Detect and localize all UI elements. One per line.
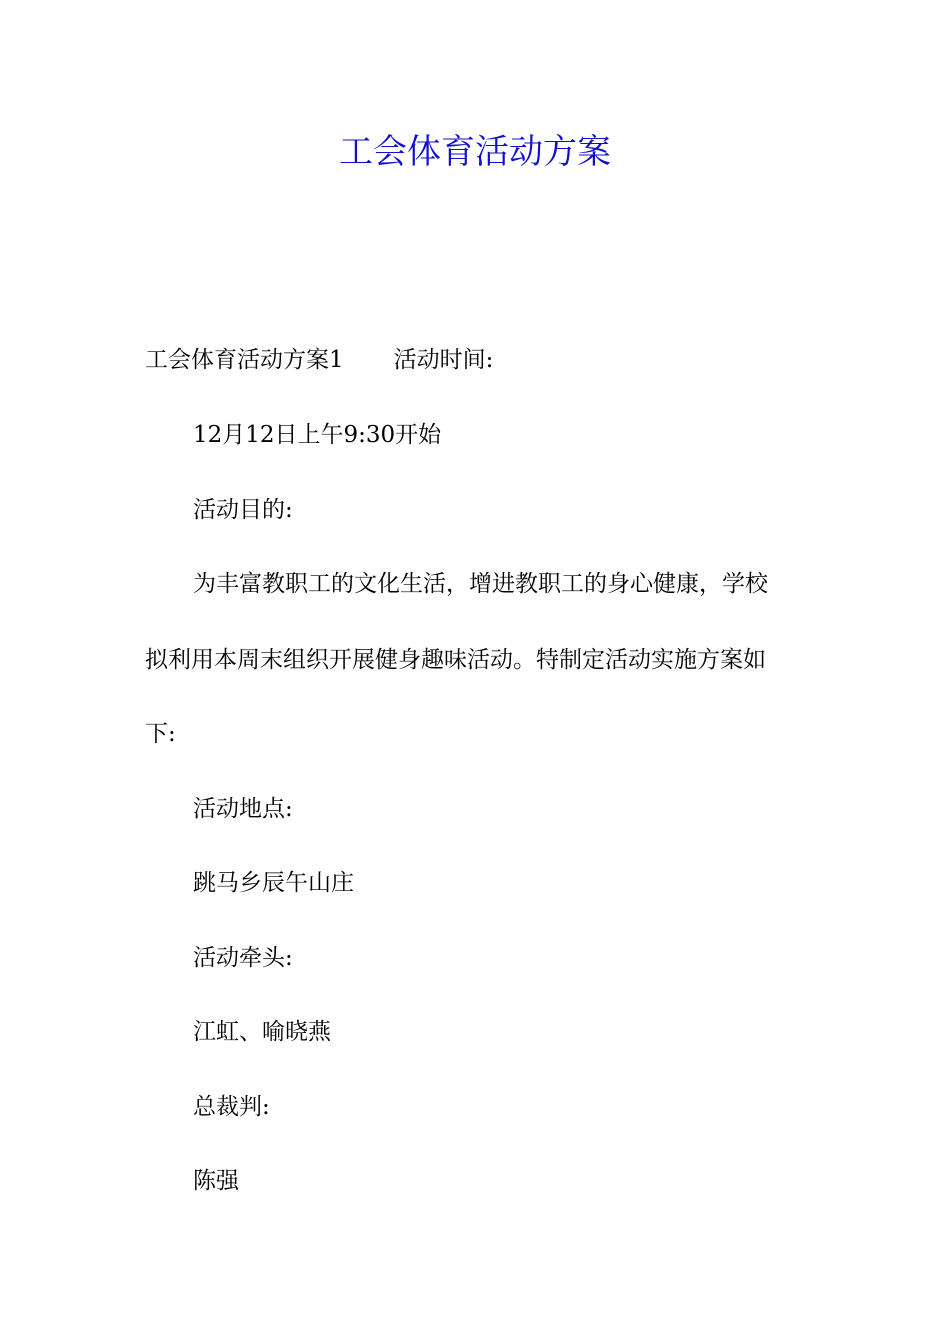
heading-line	[145, 344, 493, 376]
purpose-text-line-2: 拟利用本周末组织开展健身趣味活动。特制定活动实施方案如	[145, 647, 766, 673]
referee-label: 总裁判:	[193, 1094, 270, 1120]
leader-value: 江虹、喻晓燕	[193, 1019, 331, 1045]
location-label: 活动地点:	[193, 796, 293, 822]
time-label: 活动时间:	[393, 347, 494, 373]
purpose-text-line-3: 下:	[145, 721, 176, 747]
purpose-text-line-1: 为丰富教职工的文化生活，增进教职工的身心健康，学校	[193, 571, 768, 597]
time-value: 12月12日上午9:30开始	[193, 422, 442, 448]
purpose-label: 活动目的:	[193, 497, 293, 523]
location-value: 跳马乡辰午山庄	[193, 870, 354, 896]
referee-value: 陈强	[193, 1168, 239, 1194]
leader-label: 活动牵头:	[193, 945, 293, 971]
section-heading: 工会体育活动方案1	[145, 347, 344, 373]
document-title: 工会体育活动方案	[339, 132, 611, 172]
